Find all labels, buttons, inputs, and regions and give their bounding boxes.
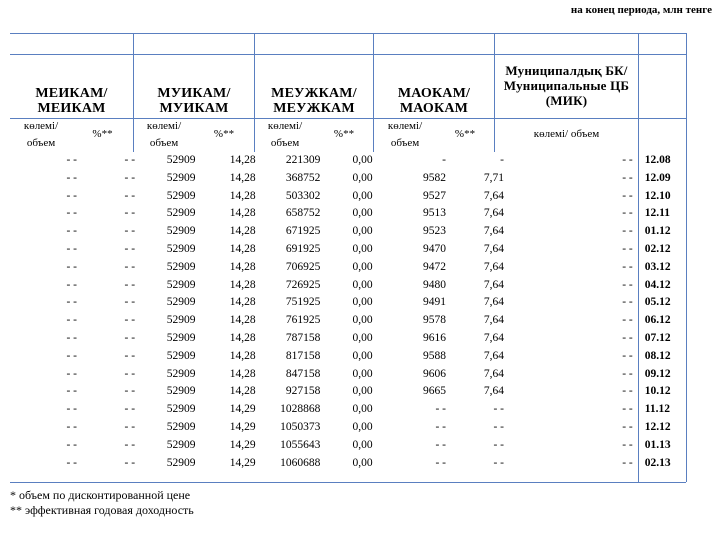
cell-meikam-volume: - - <box>66 278 78 291</box>
cell-meuzhkam-volume: 658752 <box>285 207 321 220</box>
subheader-maokam-volume: көлемі/ объем <box>387 120 423 149</box>
top-note: на конец периода, млн тенге <box>570 4 712 16</box>
cell-mik-volume: - - <box>622 242 633 255</box>
cell-maokam-pct: 7,64 <box>483 189 504 202</box>
cell-meikam-volume: - - <box>66 296 78 309</box>
cell-meuzhkam-pct: 0,00 <box>352 438 373 451</box>
cell-meuzhkam-pct: 0,00 <box>352 171 373 184</box>
cell-mik-volume: - - <box>622 207 633 220</box>
cell-meikam-volume: - - <box>66 438 78 451</box>
cell-meikam-volume: - - <box>66 420 78 433</box>
cell-mik-volume: - - <box>622 296 633 309</box>
cell-meikam-volume: - - <box>66 331 78 344</box>
cell-maokam-volume: 9582 <box>422 171 446 184</box>
cell-meuzhkam-pct: 0,00 <box>352 385 373 398</box>
cell-meuzhkam-pct: 0,00 <box>352 260 373 273</box>
cell-maokam-volume: 9616 <box>422 331 446 344</box>
header-municipal: Муниципалдық БК/ Муниципальные ЦБ (МИК) <box>503 63 630 108</box>
cell-period: 02.13 <box>644 456 671 469</box>
table-rule-subheader <box>10 118 686 119</box>
cell-muikam-pct: 14,28 <box>229 207 256 220</box>
cell-maokam-pct: - <box>500 154 504 166</box>
cell-muikam-volume: 52909 <box>166 171 196 184</box>
cell-maokam-pct: - - <box>493 403 504 416</box>
cell-meuzhkam-volume: 503302 <box>285 189 321 202</box>
cell-meuzhkam-pct: 0,00 <box>352 225 373 238</box>
table-rule-header-top <box>10 54 686 55</box>
cell-meikam-volume: - - <box>66 456 78 469</box>
cell-mik-volume: - - <box>622 225 633 238</box>
cell-meuzhkam-pct: 0,00 <box>352 242 373 255</box>
cell-meuzhkam-pct: 0,00 <box>352 154 373 166</box>
cell-muikam-volume: 52909 <box>166 420 196 433</box>
cell-maokam-volume: - - <box>435 420 446 433</box>
cell-meikam-pct: - - <box>124 171 136 184</box>
cell-maokam-pct: 7,64 <box>483 349 504 362</box>
cell-meikam-pct: - - <box>124 260 136 273</box>
cell-maokam-pct: 7,64 <box>483 385 504 398</box>
cell-muikam-volume: 52909 <box>166 260 196 273</box>
cell-maokam-volume: 9588 <box>422 349 446 362</box>
cell-meuzhkam-pct: 0,00 <box>352 296 373 309</box>
cell-muikam-volume: 52909 <box>166 349 196 362</box>
cell-meuzhkam-volume: 1028868 <box>280 403 321 416</box>
cell-period: 12.11 <box>644 207 670 220</box>
cell-meikam-pct: - - <box>124 278 136 291</box>
cell-maokam-pct: 7,64 <box>483 331 504 344</box>
header-maokam: МАОКАМ/ МАОКАМ <box>397 86 471 116</box>
cell-mik-volume: - - <box>622 438 633 451</box>
table-row <box>10 401 686 419</box>
cell-period: 12.12 <box>644 420 671 433</box>
footnotes <box>10 488 194 518</box>
cell-muikam-pct: 14,28 <box>229 171 256 184</box>
cell-period: 01.12 <box>644 225 671 238</box>
cell-muikam-pct: 14,28 <box>229 367 256 380</box>
cell-meikam-pct: - - <box>124 456 136 469</box>
subheader-maokam-pct: %** <box>454 128 476 140</box>
cell-period: 03.12 <box>644 260 671 273</box>
cell-meuzhkam-volume: 927158 <box>285 385 321 398</box>
cell-muikam-volume: 52909 <box>166 438 196 451</box>
cell-muikam-volume: 52909 <box>166 154 196 166</box>
table-row <box>10 223 686 241</box>
cell-period: 06.12 <box>644 314 671 327</box>
table-row <box>10 348 686 366</box>
cell-muikam-pct: 14,28 <box>229 385 256 398</box>
cell-period: 12.08 <box>644 154 671 166</box>
data-table <box>10 152 686 472</box>
cell-maokam-volume: 9470 <box>422 242 446 255</box>
table-rule-top <box>10 33 686 34</box>
cell-meikam-pct: - - <box>124 420 136 433</box>
cell-period: 02.12 <box>644 242 671 255</box>
cell-meikam-pct: - - <box>124 438 136 451</box>
cell-period: 04.12 <box>644 278 671 291</box>
cell-period: 11.12 <box>644 403 670 416</box>
cell-period: 12.10 <box>644 189 671 202</box>
cell-meikam-volume: - - <box>66 207 78 220</box>
cell-maokam-volume: 9513 <box>422 207 446 220</box>
cell-maokam-pct: - - <box>493 420 504 433</box>
cell-meuzhkam-pct: 0,00 <box>352 331 373 344</box>
cell-meikam-volume: - - <box>66 242 78 255</box>
cell-meuzhkam-volume: 221309 <box>285 154 321 166</box>
cell-meikam-pct: - - <box>124 367 136 380</box>
cell-period: 07.12 <box>644 331 671 344</box>
cell-meikam-pct: - - <box>124 207 136 220</box>
cell-muikam-volume: 52909 <box>166 331 196 344</box>
cell-mik-volume: - - <box>622 260 633 273</box>
cell-maokam-volume: - - <box>435 403 446 416</box>
cell-mik-volume: - - <box>622 278 633 291</box>
header-meuzhkam: МЕУЖКАМ/ МЕУЖКАМ <box>271 86 357 116</box>
table-row <box>10 455 686 473</box>
subheader-muikam-volume: көлемі/ объем <box>146 120 182 149</box>
cell-meikam-pct: - - <box>124 385 136 398</box>
table-row <box>10 241 686 259</box>
header-meikam: МЕИКАМ/ МЕИКАМ <box>35 86 108 116</box>
cell-meikam-pct: - - <box>124 242 136 255</box>
cell-meuzhkam-pct: 0,00 <box>352 278 373 291</box>
cell-maokam-volume: 9606 <box>422 367 446 380</box>
cell-maokam-volume: 9578 <box>422 314 446 327</box>
cell-meuzhkam-pct: 0,00 <box>352 367 373 380</box>
cell-muikam-pct: 14,28 <box>229 154 256 166</box>
cell-meuzhkam-pct: 0,00 <box>352 189 373 202</box>
cell-muikam-volume: 52909 <box>166 225 196 238</box>
cell-maokam-volume: 9480 <box>422 278 446 291</box>
footnote-1: * объем по дисконтированной цене <box>10 488 191 502</box>
cell-meuzhkam-volume: 817158 <box>285 349 321 362</box>
table-row <box>10 312 686 330</box>
cell-mik-volume: - - <box>622 367 633 380</box>
cell-mik-volume: - - <box>622 385 633 398</box>
table-rule-bottom <box>10 482 686 483</box>
table-row <box>10 205 686 223</box>
footnote-2: ** эффективная годовая доходность <box>10 503 194 517</box>
cell-maokam-volume: 9527 <box>422 189 446 202</box>
cell-maokam-volume: - - <box>435 438 446 451</box>
cell-muikam-pct: 14,29 <box>229 420 256 433</box>
cell-muikam-pct: 14,29 <box>229 438 256 451</box>
cell-muikam-volume: 52909 <box>166 242 196 255</box>
table-row <box>10 330 686 348</box>
cell-meikam-volume: - - <box>66 349 78 362</box>
cell-mik-volume: - - <box>622 403 633 416</box>
cell-meikam-volume: - - <box>66 189 78 202</box>
cell-maokam-pct: 7,64 <box>483 367 504 380</box>
subheader-meuzhkam-pct: %** <box>333 128 355 140</box>
cell-meuzhkam-volume: 671925 <box>285 225 321 238</box>
cell-maokam-volume: 9523 <box>422 225 446 238</box>
cell-muikam-pct: 14,28 <box>229 278 256 291</box>
cell-meikam-volume: - - <box>66 367 78 380</box>
cell-mik-volume: - - <box>622 171 633 184</box>
cell-muikam-pct: 14,28 <box>229 331 256 344</box>
cell-meuzhkam-pct: 0,00 <box>352 314 373 327</box>
cell-maokam-pct: 7,64 <box>483 242 504 255</box>
cell-period: 08.12 <box>644 349 671 362</box>
cell-mik-volume: - - <box>622 331 633 344</box>
table-row <box>10 437 686 455</box>
cell-muikam-pct: 14,28 <box>229 349 256 362</box>
cell-meikam-pct: - - <box>124 349 136 362</box>
table-row <box>10 383 686 401</box>
table-row <box>10 259 686 277</box>
cell-meikam-volume: - - <box>66 314 78 327</box>
cell-maokam-pct: 7,64 <box>483 260 504 273</box>
cell-period: 05.12 <box>644 296 671 309</box>
cell-meuzhkam-volume: 761925 <box>285 314 321 327</box>
cell-meikam-pct: - - <box>124 331 136 344</box>
cell-meuzhkam-pct: 0,00 <box>352 349 373 362</box>
cell-meuzhkam-pct: 0,00 <box>352 456 373 469</box>
cell-meuzhkam-volume: 368752 <box>285 171 321 184</box>
cell-meuzhkam-pct: 0,00 <box>352 403 373 416</box>
cell-muikam-pct: 14,29 <box>229 403 256 416</box>
cell-maokam-volume: 9472 <box>422 260 446 273</box>
cell-maokam-pct: 7,71 <box>483 171 504 184</box>
cell-meuzhkam-volume: 726925 <box>285 278 321 291</box>
cell-mik-volume: - - <box>622 189 633 202</box>
cell-muikam-pct: 14,28 <box>229 242 256 255</box>
cell-maokam-pct: 7,64 <box>483 278 504 291</box>
cell-period: 10.12 <box>644 385 671 398</box>
cell-maokam-volume: - - <box>435 456 446 469</box>
cell-maokam-pct: 7,64 <box>483 314 504 327</box>
subheader-meikam-volume: көлемі/ объем <box>23 120 59 149</box>
cell-maokam-volume: 9665 <box>422 385 446 398</box>
cell-muikam-pct: 14,28 <box>229 296 256 309</box>
cell-meikam-pct: - - <box>124 403 136 416</box>
cell-meuzhkam-volume: 691925 <box>285 242 321 255</box>
cell-period: 09.12 <box>644 367 671 380</box>
cell-meikam-volume: - - <box>66 403 78 416</box>
cell-mik-volume: - - <box>622 314 633 327</box>
cell-muikam-volume: 52909 <box>166 456 196 469</box>
cell-meikam-pct: - - <box>124 189 136 202</box>
table-row <box>10 188 686 206</box>
subheader-meikam-pct: %** <box>92 128 113 140</box>
cell-muikam-volume: 52909 <box>166 189 196 202</box>
cell-muikam-pct: 14,29 <box>229 456 256 469</box>
cell-meuzhkam-volume: 1055643 <box>280 438 321 451</box>
table-row <box>10 419 686 437</box>
cell-muikam-pct: 14,28 <box>229 260 256 273</box>
table-row <box>10 366 686 384</box>
cell-meuzhkam-pct: 0,00 <box>352 207 373 220</box>
cell-maokam-pct: - - <box>493 438 504 451</box>
cell-meikam-pct: - - <box>124 314 136 327</box>
cell-meikam-volume: - - <box>66 154 78 166</box>
cell-meikam-volume: - - <box>66 385 78 398</box>
cell-muikam-volume: 52909 <box>166 385 196 398</box>
cell-meikam-volume: - - <box>66 225 78 238</box>
cell-meuzhkam-volume: 751925 <box>285 296 321 309</box>
cell-meikam-volume: - - <box>66 260 78 273</box>
cell-meikam-pct: - - <box>124 154 136 166</box>
subheader-meuzhkam-volume: көлемі/ объем <box>267 120 303 149</box>
cell-period: 01.13 <box>644 438 671 451</box>
cell-meikam-volume: - - <box>66 171 78 184</box>
cell-mik-volume: - - <box>622 456 633 469</box>
cell-muikam-volume: 52909 <box>166 314 196 327</box>
cell-meuzhkam-volume: 1050373 <box>280 420 321 433</box>
cell-muikam-volume: 52909 <box>166 278 196 291</box>
cell-meuzhkam-pct: 0,00 <box>352 420 373 433</box>
cell-meikam-pct: - - <box>124 296 136 309</box>
cell-maokam-pct: 7,64 <box>483 207 504 220</box>
cell-meuzhkam-volume: 787158 <box>285 331 321 344</box>
col-divider-6 <box>686 33 687 482</box>
cell-maokam-volume: - <box>442 154 446 166</box>
cell-mik-volume: - - <box>622 420 633 433</box>
table-row <box>10 170 686 188</box>
cell-maokam-pct: 7,64 <box>483 296 504 309</box>
cell-maokam-pct: - - <box>493 456 504 469</box>
cell-meikam-pct: - - <box>124 225 136 238</box>
cell-mik-volume: - - <box>622 154 633 166</box>
cell-mik-volume: - - <box>622 349 633 362</box>
table-row <box>10 294 686 312</box>
subheader-muikam-pct: %** <box>213 128 235 140</box>
cell-muikam-volume: 52909 <box>166 207 196 220</box>
cell-meuzhkam-volume: 847158 <box>285 367 321 380</box>
cell-maokam-volume: 9491 <box>422 296 446 309</box>
cell-meuzhkam-volume: 706925 <box>285 260 321 273</box>
cell-muikam-pct: 14,28 <box>229 314 256 327</box>
table-row <box>10 277 686 295</box>
cell-muikam-volume: 52909 <box>166 367 196 380</box>
cell-period: 12.09 <box>644 171 671 184</box>
cell-maokam-pct: 7,64 <box>483 225 504 238</box>
cell-muikam-volume: 52909 <box>166 296 196 309</box>
cell-muikam-volume: 52909 <box>166 403 196 416</box>
cell-meuzhkam-volume: 1060688 <box>280 456 321 469</box>
subheader-mik-volume: көлемі/ объем <box>533 128 600 140</box>
cell-muikam-pct: 14,28 <box>229 189 256 202</box>
table-row <box>10 152 686 170</box>
cell-muikam-pct: 14,28 <box>229 225 256 238</box>
header-muikam: МУИКАМ/ МУИКАМ <box>157 86 231 116</box>
